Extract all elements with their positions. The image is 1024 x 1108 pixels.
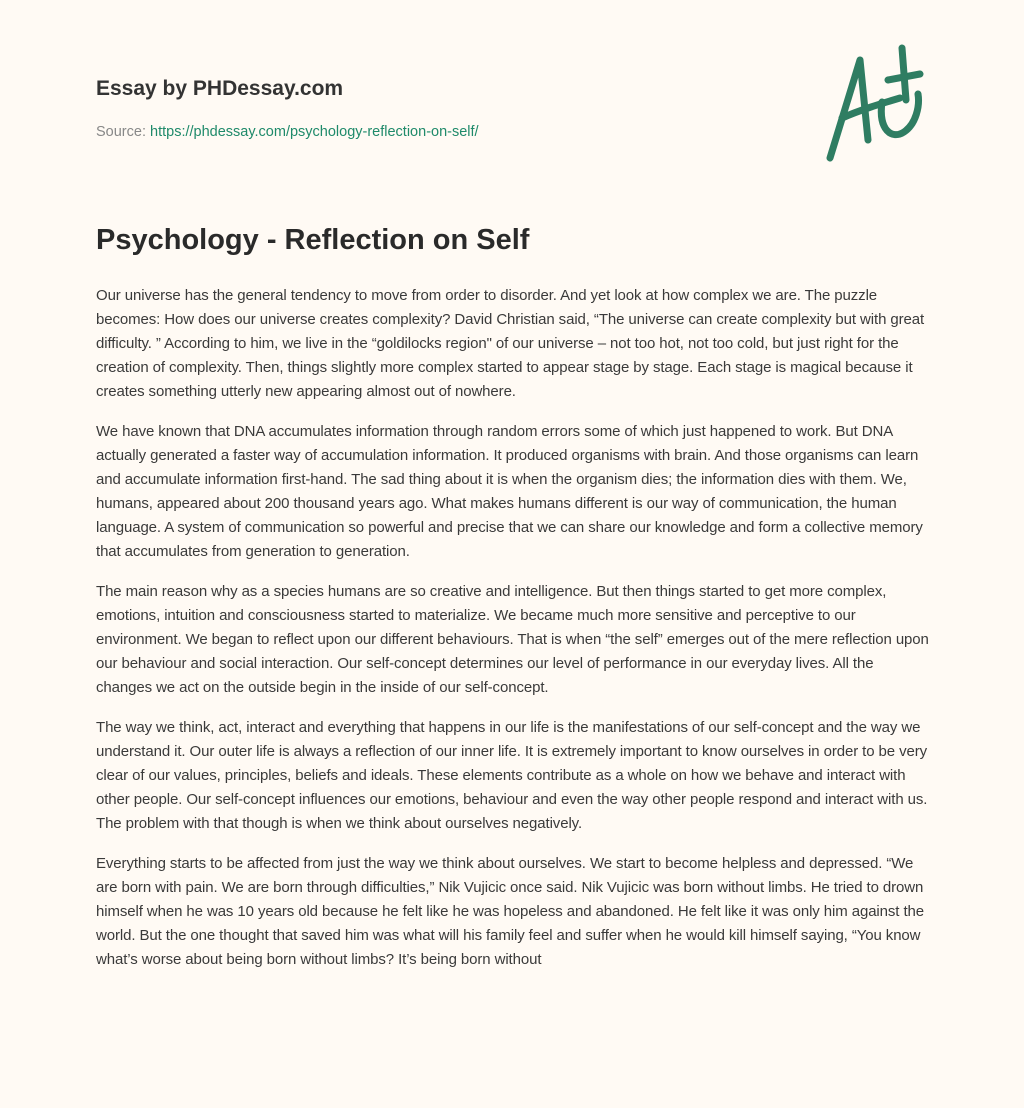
site-brand: Essay by PHDessay.com [96, 77, 344, 100]
essay-paragraph: Everything starts to be affected from just the way we think about ourselves. We start to become helpless and depressed. “We are born with pain. We are born through difficulties,” Nik Vujicic once said. Nik Vujicic was born without limbs. He tried to drown himself when he was 10 years old because he felt like he was hopeless and abandoned. He felt like it was only him against the world. But the one thought that saved him was what will his family feel and suffer when he would kill himself saying, “You know what’s worse about being born without limbs? It’s being born without [96, 855, 924, 968]
essay-paragraph: We have known that DNA accumulates information through random errors some of which just happened to work. But DNA actually generated a faster way of accumulation information. It produced organisms with brain. And those organisms can learn and accumulate information first-hand. The sad thing about it is when the organism dies; the information dies with them. We, humans, appeared about 200 thousand years ago. What makes humans different is our way of communication, the human language. A system of communication so powerful and precise that we can share our knowledge and form a collective memory that accumulates from generation to generation. [96, 423, 923, 560]
essay-body [96, 284, 932, 988]
essay-title: Psychology - Reflection on Self [96, 224, 530, 256]
source-label: Source: [96, 124, 146, 140]
a-plus-logo-icon [820, 40, 930, 165]
source-line [96, 124, 479, 140]
essay-paragraph: The main reason why as a species humans are so creative and intelligence. But then things started to get more complex, emotions, intuition and consciousness started to materialize. We became much more sensitive and perceptive to our environment. We began to reflect upon our different behaviours. That is when “the self” emerges out of the mere reflection upon our behaviour and social interaction. Our self-concept determines our level of performance in our everyday lives. All the changes we act on the outside begin in the inside of our self-concept. [96, 583, 929, 696]
essay-paragraph: The way we think, act, interact and everything that happens in our life is the manifestations of our self-concept and the way we understand it. Our outer life is always a reflection of our inner life. It is extremely important to know ourselves in order to be very clear of our values, principles, beliefs and ideals. These elements contribute as a whole on how we behave and interact with other people. Our self-concept influences our emotions, behaviour and even the way other people respond and interact with us. The problem with that though is when we think about ourselves negatively. [96, 719, 928, 832]
source-link[interactable]: https://phdessay.com/psychology-reflection-on-self/ [150, 124, 479, 140]
essay-paragraph: Our universe has the general tendency to move from order to disorder. And yet look at how complex we are. The puzzle becomes: How does our universe creates complexity? David Christian said, “The universe can create complexity but with great difficulty. ” According to him, we live in the “goldilocks region" of our universe – not too hot, not too cold, but just right for the creation of complexity. Then, things slightly more complex started to appear stage by stage. Each stage is magical because it creates something utterly new appearing almost out of nowhere. [96, 287, 925, 400]
